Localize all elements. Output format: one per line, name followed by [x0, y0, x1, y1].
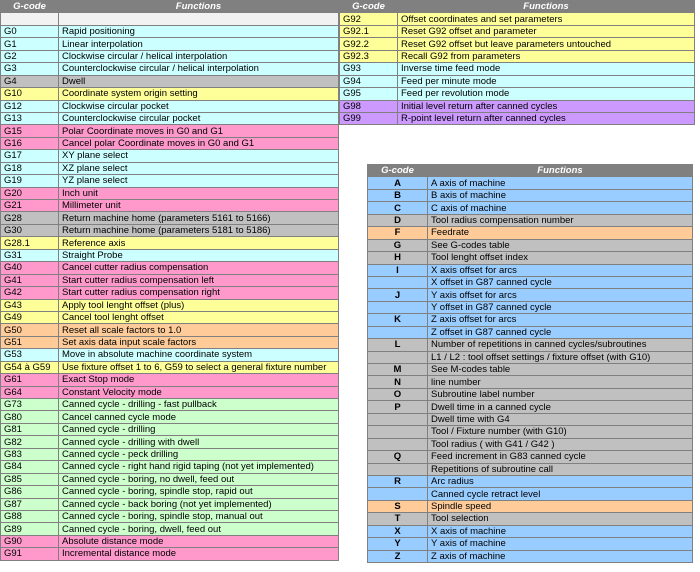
table-row	[1, 523, 339, 535]
header-functions: Functions	[398, 1, 695, 13]
row-function: Tool radius compensation number	[428, 214, 693, 226]
row-function: Cancel tool lenght offset	[59, 311, 339, 323]
row-code: G91	[1, 548, 59, 560]
table-row	[340, 88, 695, 100]
row-function: Straight Probe	[59, 249, 339, 261]
row-function: Reset G92 offset but leave parameters untouched	[398, 38, 695, 50]
row-code: Z	[368, 550, 428, 562]
row-code: G98	[340, 100, 398, 112]
row-function: Absolute distance mode	[59, 535, 339, 547]
row-code: L	[368, 339, 428, 351]
row-code: G87	[1, 498, 59, 510]
row-code	[368, 426, 428, 438]
row-code: Q	[368, 451, 428, 463]
table-row	[1, 287, 339, 299]
row-function: Rapid positioning	[59, 25, 339, 37]
table-row	[368, 289, 693, 301]
row-function: Reset G92 offset and parameter	[398, 25, 695, 37]
table-row	[1, 548, 339, 560]
row-code: G80	[1, 411, 59, 423]
row-code	[368, 438, 428, 450]
table-row	[1, 473, 339, 485]
row-function: YZ plane select	[59, 175, 339, 187]
row-function: line number	[428, 376, 693, 388]
row-code: G93	[340, 63, 398, 75]
row-code	[368, 463, 428, 475]
table-row	[368, 339, 693, 351]
row-function: Dwell time with G4	[428, 413, 693, 425]
row-function: Cancel cutter radius compensation	[59, 262, 339, 274]
table-row	[1, 50, 339, 62]
table-row	[1, 461, 339, 473]
table-row	[1, 237, 339, 249]
row-code: G50	[1, 324, 59, 336]
row-function: Spindle speed	[428, 500, 693, 512]
row-code: B	[368, 189, 428, 201]
row-code: G1	[1, 38, 59, 50]
row-code: G28	[1, 212, 59, 224]
row-code: K	[368, 314, 428, 326]
row-code: G18	[1, 162, 59, 174]
table-row	[368, 550, 693, 562]
row-function: Millimeter unit	[59, 200, 339, 212]
row-code: G30	[1, 224, 59, 236]
table-row	[1, 212, 339, 224]
row-code: G92	[340, 13, 398, 25]
row-function: Canned cycle - back boring (not yet implemented)	[59, 498, 339, 510]
table-row	[368, 426, 693, 438]
row-function: Canned cycle - drilling - fast pullback	[59, 399, 339, 411]
row-function: Canned cycle - peck drilling	[59, 448, 339, 460]
table-row	[340, 75, 695, 87]
row-function: Initial level return after canned cycles	[398, 100, 695, 112]
row-code: G49	[1, 311, 59, 323]
row-function: Start cutter radius compensation left	[59, 274, 339, 286]
table-row	[368, 376, 693, 388]
row-code: H	[368, 252, 428, 264]
row-code: S	[368, 500, 428, 512]
row-function: Polar Coordinate moves in G0 and G1	[59, 125, 339, 137]
row-code	[368, 301, 428, 313]
table-row	[1, 324, 339, 336]
row-code: G92.1	[340, 25, 398, 37]
table-row	[368, 438, 693, 450]
table-row	[340, 63, 695, 75]
table-row	[1, 200, 339, 212]
table-row	[368, 301, 693, 313]
table-row	[368, 202, 693, 214]
table-row	[368, 388, 693, 400]
row-function: Apply tool lenght offset (plus)	[59, 299, 339, 311]
row-function: Tool radius ( with G41 / G42 )	[428, 438, 693, 450]
row-function: Canned cycle - boring, dwell, feed out	[59, 523, 339, 535]
table-row	[340, 100, 695, 112]
row-function: Canned cycle - boring, spindle stop, rapid out	[59, 486, 339, 498]
row-code: G81	[1, 423, 59, 435]
row-code: T	[368, 513, 428, 525]
row-function: Return machine home (parameters 5181 to 5186)	[59, 224, 339, 236]
row-code	[368, 413, 428, 425]
row-function: XZ plane select	[59, 162, 339, 174]
header-functions: Functions	[59, 1, 339, 13]
table-row	[1, 112, 339, 124]
row-function: Reference axis	[59, 237, 339, 249]
row-function: Clockwise circular / helical interpolation	[59, 50, 339, 62]
row-function: Incremental distance mode	[59, 548, 339, 560]
table-row	[1, 63, 339, 75]
table-row	[368, 351, 693, 363]
table-row	[368, 488, 693, 500]
row-code: G53	[1, 349, 59, 361]
row-function: Counterclockwise circular / helical interpolation	[59, 63, 339, 75]
row-function: Inch unit	[59, 187, 339, 199]
table-row	[1, 224, 339, 236]
row-function: Cancel polar Coordinate moves in G0 and G1	[59, 137, 339, 149]
table-row	[368, 189, 693, 201]
row-function: Tool / Fixture number (with G10)	[428, 426, 693, 438]
table-row	[368, 525, 693, 537]
row-code: G41	[1, 274, 59, 286]
row-function: L1 / L2 : tool offset settings / fixture offset (with G10)	[428, 351, 693, 363]
table-row	[368, 252, 693, 264]
row-function: Y axis of machine	[428, 538, 693, 550]
row-function: Feed increment in G83 canned cycle	[428, 451, 693, 463]
row-code: F	[368, 227, 428, 239]
table-row	[340, 38, 695, 50]
table-row	[368, 463, 693, 475]
row-function: Coordinate system origin setting	[59, 88, 339, 100]
row-code: G86	[1, 486, 59, 498]
row-code	[368, 351, 428, 363]
row-function: Canned cycle - boring, no dwell, feed out	[59, 473, 339, 485]
row-code: G12	[1, 100, 59, 112]
row-code: G3	[1, 63, 59, 75]
gcode-table-main	[0, 0, 339, 561]
row-code: G20	[1, 187, 59, 199]
row-code: G19	[1, 175, 59, 187]
table-row	[368, 401, 693, 413]
row-code: G4	[1, 75, 59, 87]
row-function: Dwell time in a canned cycle	[428, 401, 693, 413]
table-row	[1, 299, 339, 311]
row-code: G10	[1, 88, 59, 100]
row-function: Offset coordinates and set parameters	[398, 13, 695, 25]
row-code: J	[368, 289, 428, 301]
table-row	[1, 349, 339, 361]
table-row	[1, 423, 339, 435]
row-function: Z axis of machine	[428, 550, 693, 562]
row-function: XY plane select	[59, 150, 339, 162]
row-code: A	[368, 177, 428, 189]
table-row	[1, 162, 339, 174]
row-code: G43	[1, 299, 59, 311]
row-function	[59, 13, 339, 25]
table-row	[368, 538, 693, 550]
row-code: O	[368, 388, 428, 400]
row-code: P	[368, 401, 428, 413]
table-row	[368, 214, 693, 226]
table-row	[1, 75, 339, 87]
row-function: Feed per revolution mode	[398, 88, 695, 100]
gcode-table-body	[1, 13, 339, 560]
row-code: G0	[1, 25, 59, 37]
word-address-table-body	[368, 177, 693, 563]
row-code: D	[368, 214, 428, 226]
table-row	[368, 326, 693, 338]
table-row	[340, 13, 695, 25]
row-code: G15	[1, 125, 59, 137]
row-code: G54 à G59	[1, 361, 59, 373]
row-code: G17	[1, 150, 59, 162]
row-function: Canned cycle - boring, spindle stop, manual out	[59, 510, 339, 522]
row-function: Y offset in G87 canned cycle	[428, 301, 693, 313]
table-row	[368, 276, 693, 288]
table-row	[340, 112, 695, 124]
table-row	[1, 498, 339, 510]
row-code: G92.2	[340, 38, 398, 50]
table-row	[368, 264, 693, 276]
row-function: Tool selection	[428, 513, 693, 525]
row-code: G2	[1, 50, 59, 62]
row-function: Canned cycle - drilling with dwell	[59, 436, 339, 448]
row-code: G99	[340, 112, 398, 124]
row-code: G83	[1, 448, 59, 460]
row-function: Tool lenght offset index	[428, 252, 693, 264]
table-row	[368, 314, 693, 326]
row-function: Feed per minute mode	[398, 75, 695, 87]
row-code	[368, 326, 428, 338]
row-code: G92.3	[340, 50, 398, 62]
row-code: G64	[1, 386, 59, 398]
row-code: C	[368, 202, 428, 214]
header-gcode: G-code	[368, 165, 428, 177]
row-function: Y axis offset for arcs	[428, 289, 693, 301]
row-code: G88	[1, 510, 59, 522]
table-header-row	[1, 1, 339, 13]
row-function: Exact Stop mode	[59, 374, 339, 386]
row-function: Z offset in G87 canned cycle	[428, 326, 693, 338]
row-function: R-point level return after canned cycles	[398, 112, 695, 124]
row-function: B axis of machine	[428, 189, 693, 201]
row-function: Repetitions of subroutine call	[428, 463, 693, 475]
row-code: G84	[1, 461, 59, 473]
header-functions: Functions	[428, 165, 693, 177]
row-function: C axis of machine	[428, 202, 693, 214]
table-row	[368, 451, 693, 463]
row-function: Feedrate	[428, 227, 693, 239]
row-code: G21	[1, 200, 59, 212]
table-row	[1, 436, 339, 448]
row-code: G61	[1, 374, 59, 386]
row-code: G40	[1, 262, 59, 274]
table-row	[1, 386, 339, 398]
row-function: Move in absolute machine coordinate system	[59, 349, 339, 361]
table-row	[368, 475, 693, 487]
row-code: G13	[1, 112, 59, 124]
table-row	[1, 274, 339, 286]
row-function: Reset all scale factors to 1.0	[59, 324, 339, 336]
table-row	[1, 187, 339, 199]
table-row	[1, 510, 339, 522]
row-code: G89	[1, 523, 59, 535]
table-row	[340, 50, 695, 62]
row-code: G94	[340, 75, 398, 87]
table-row	[1, 361, 339, 373]
row-function: Counterclockwise circular pocket	[59, 112, 339, 124]
row-function: Clockwise circular pocket	[59, 100, 339, 112]
table-row	[1, 448, 339, 460]
table-row	[368, 413, 693, 425]
table-row	[1, 137, 339, 149]
table-row	[1, 150, 339, 162]
table-row	[368, 364, 693, 376]
row-code: G42	[1, 287, 59, 299]
row-function: Subroutine label number	[428, 388, 693, 400]
row-code: G90	[1, 535, 59, 547]
table-row	[1, 374, 339, 386]
row-function: Set axis data input scale factors	[59, 336, 339, 348]
table-row	[1, 399, 339, 411]
row-code	[368, 276, 428, 288]
header-gcode: G-code	[340, 1, 398, 13]
row-code: Y	[368, 538, 428, 550]
table-row	[1, 411, 339, 423]
row-code: X	[368, 525, 428, 537]
row-code: R	[368, 475, 428, 487]
gcode-table-body	[340, 13, 695, 125]
row-function: X axis of machine	[428, 525, 693, 537]
row-function: Canned cycle - drilling	[59, 423, 339, 435]
row-function: Use fixture offset 1 to 6, G59 to select a general fixture number	[59, 361, 339, 373]
table-row	[1, 336, 339, 348]
row-code	[1, 13, 59, 25]
table-row	[1, 38, 339, 50]
row-function: Canned cycle retract level	[428, 488, 693, 500]
row-function: Arc radius	[428, 475, 693, 487]
row-function: Inverse time feed mode	[398, 63, 695, 75]
row-code: G	[368, 239, 428, 251]
row-function: Cancel canned cycle mode	[59, 411, 339, 423]
row-function: A axis of machine	[428, 177, 693, 189]
row-code: G95	[340, 88, 398, 100]
row-code: G51	[1, 336, 59, 348]
table-row	[1, 311, 339, 323]
row-code: G85	[1, 473, 59, 485]
table-row	[368, 177, 693, 189]
table-row	[1, 249, 339, 261]
row-code: M	[368, 364, 428, 376]
table-row	[368, 239, 693, 251]
table-row	[1, 262, 339, 274]
row-function: X axis offset for arcs	[428, 264, 693, 276]
table-header-row	[340, 1, 695, 13]
row-function: Canned cycle - right hand rigid taping (not yet implemented)	[59, 461, 339, 473]
table-row	[1, 13, 339, 25]
row-function: Number of repetitions in canned cycles/subroutines	[428, 339, 693, 351]
word-address-table	[367, 164, 693, 563]
row-code: I	[368, 264, 428, 276]
row-code	[368, 488, 428, 500]
table-row	[340, 25, 695, 37]
row-code: G31	[1, 249, 59, 261]
header-gcode: G-code	[1, 1, 59, 13]
table-row	[1, 88, 339, 100]
table-row	[368, 500, 693, 512]
row-function: Linear interpolation	[59, 38, 339, 50]
row-function: Recall G92 from parameters	[398, 50, 695, 62]
row-code: G73	[1, 399, 59, 411]
row-function: X offset in G87 canned cycle	[428, 276, 693, 288]
table-row	[368, 513, 693, 525]
gcode-table-secondary	[339, 0, 695, 125]
table-row	[1, 175, 339, 187]
row-function: See G-codes table	[428, 239, 693, 251]
row-code: G16	[1, 137, 59, 149]
row-function: Constant Velocity mode	[59, 386, 339, 398]
table-header-row	[368, 165, 693, 177]
row-code: G82	[1, 436, 59, 448]
table-row	[1, 125, 339, 137]
table-row	[1, 100, 339, 112]
table-row	[1, 25, 339, 37]
row-function: Z axis offset for arcs	[428, 314, 693, 326]
row-function: Start cutter radius compensation right	[59, 287, 339, 299]
table-row	[368, 227, 693, 239]
row-function: Dwell	[59, 75, 339, 87]
row-function: Return machine home (parameters 5161 to 5166)	[59, 212, 339, 224]
table-row	[1, 535, 339, 547]
row-code: N	[368, 376, 428, 388]
row-function: See M-codes table	[428, 364, 693, 376]
row-code: G28.1	[1, 237, 59, 249]
table-row	[1, 486, 339, 498]
